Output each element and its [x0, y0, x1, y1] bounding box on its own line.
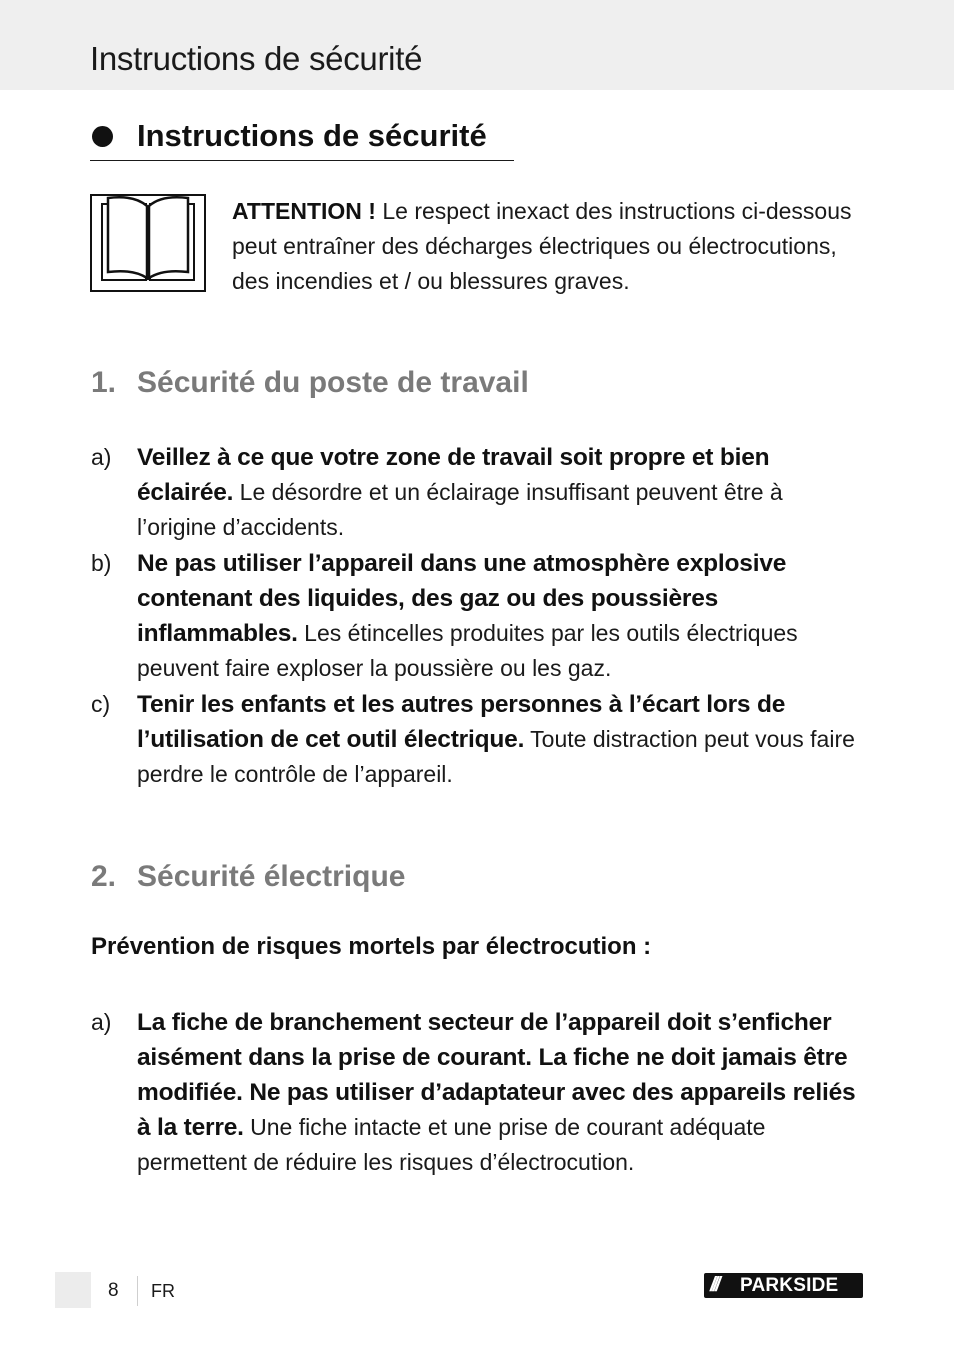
item-text: Les étincelles produites par les outils électriques peuvent faire exploser la poussière ou les gaz.: [137, 620, 798, 681]
list-item: [91, 546, 864, 686]
open-book-icon: [90, 194, 206, 292]
list-item: [91, 687, 864, 792]
page-number: 8: [108, 1280, 119, 1301]
running-title: Instructions de sécurité: [90, 40, 423, 77]
brand-logo: [704, 1273, 863, 1298]
item-bold-text: Ne pas utiliser l’appareil dans une atmosphère explosive contenant des liquides, des gaz ou des poussières inflammables.: [137, 550, 787, 647]
list-marker: c): [91, 691, 111, 717]
list-marker: a): [91, 1009, 112, 1035]
item-text: Une fiche intacte et une prise de courant adéquate permettent de réduire les risques d’électrocution.: [137, 1114, 766, 1175]
main-heading: [90, 118, 514, 161]
section-title: Sécurité électrique: [137, 860, 406, 893]
list-item: [91, 440, 864, 545]
list-item: [91, 1005, 864, 1180]
warning-body: Le respect inexact des instructions ci-dessous peut entraîner des décharges électriques ou électrocutions, des incendies et / ou blessures graves.: [232, 198, 852, 294]
logo-text: PARKSIDE: [740, 1275, 839, 1296]
section-heading-2: [91, 860, 405, 894]
item-bold-text: La fiche de branchement secteur de l’appareil doit s’enficher aisément dans la prise de courant. La fiche ne doit jamais être modifiée. Ne pas utiliser d’adaptateur avec des appareils reliés à la terre.: [137, 1009, 856, 1141]
footer-tab: [55, 1272, 91, 1308]
section-heading-1: [91, 366, 529, 400]
item-text: Toute distraction peut vous faire perdre le contrôle de l’appareil.: [137, 726, 855, 787]
footer-divider: [137, 1276, 138, 1306]
warning-paragraph: [232, 194, 862, 299]
section-number: 1.: [91, 366, 117, 399]
bullet-dot-icon: [92, 126, 113, 147]
item-text: Le désordre et un éclairage insuffisant peuvent être à l’origine d’accidents.: [137, 479, 783, 540]
item-bold-text: Tenir les enfants et les autres personnes à l’écart lors de l’utilisation de cet outil électrique.: [137, 691, 786, 753]
item-bold-text: Veillez à ce que votre zone de travail soit propre et bien éclairée.: [137, 444, 770, 506]
warning-label: ATTENTION !: [232, 198, 376, 224]
subheading: Prévention de risques mortels par électrocution :: [91, 933, 652, 960]
list-marker: b): [91, 550, 112, 576]
main-heading-text: Instructions de sécurité: [137, 118, 487, 153]
language-code: FR: [151, 1281, 175, 1301]
section-title: Sécurité du poste de travail: [137, 366, 529, 399]
logo-stripes-icon: ///: [710, 1274, 718, 1296]
section-number: 2.: [91, 860, 117, 893]
list-marker: a): [91, 444, 112, 470]
